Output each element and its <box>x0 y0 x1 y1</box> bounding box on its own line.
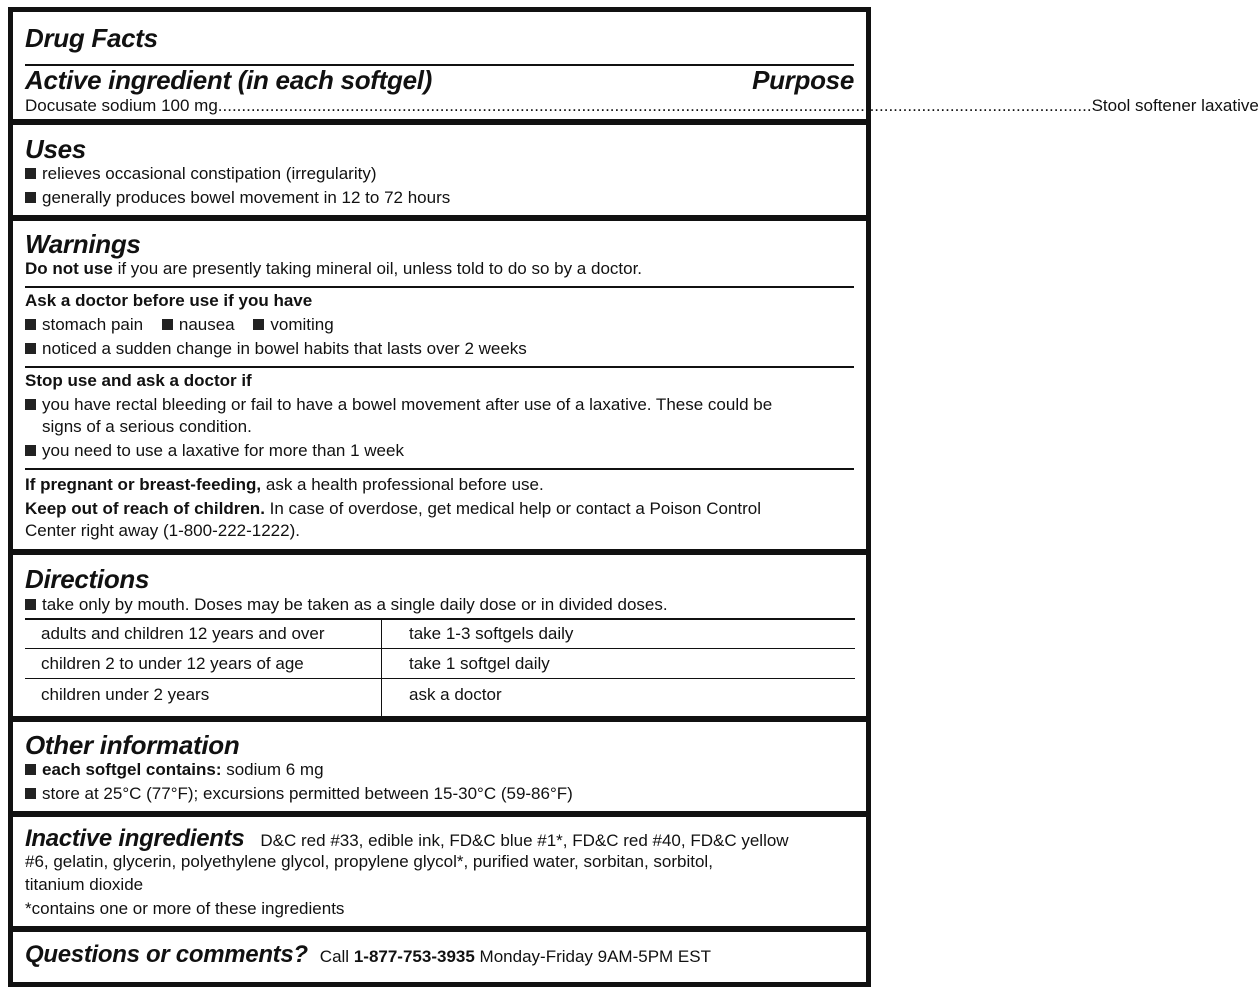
stop-item-text: you need to use a laxative for more than 1 week <box>42 441 404 460</box>
bullet-icon <box>25 788 36 799</box>
bullet-icon <box>253 319 264 330</box>
hours-text: Monday-Friday 9AM-5PM EST <box>479 947 711 966</box>
stop-use-heading: Stop use and ask a doctor if <box>25 371 252 390</box>
ask-doctor-items <box>25 314 854 336</box>
table-line <box>25 648 855 649</box>
keep-out-reach-cont: Center right away (1-800-222-1222). <box>25 521 300 540</box>
do-not-use-label: Do not use <box>25 259 113 278</box>
bullet-icon <box>25 319 36 330</box>
call-label: Call <box>319 947 350 966</box>
table-cell-dose: ask a doctor <box>409 685 502 704</box>
section-divider <box>13 119 866 125</box>
pregnant-label: If pregnant or breast-feeding, <box>25 475 262 494</box>
ask-item: stomach pain <box>42 315 144 334</box>
bullet-icon <box>25 445 36 456</box>
bullet-icon <box>25 764 36 775</box>
warnings-heading: Warnings <box>25 229 141 259</box>
do-not-use-text: if you are presently taking mineral oil, unless told to do so by a doctor. <box>112 259 643 278</box>
bullet-icon <box>25 192 36 203</box>
questions-row <box>25 941 854 969</box>
other-info-heading: Other information <box>25 730 240 760</box>
directions-heading: Directions <box>25 564 150 594</box>
ask-item: noticed a sudden change in bowel habits that lasts over 2 weeks <box>42 339 527 358</box>
divider <box>25 286 854 288</box>
table-cell-dose: take 1-3 softgels daily <box>409 624 574 643</box>
inactive-heading: Inactive ingredients <box>25 825 245 852</box>
inactive-note: *contains one or more of these ingredients <box>25 899 345 918</box>
ask-doctor-heading: Ask a doctor before use if you have <box>25 291 313 310</box>
stop-use-item-cont: signs of a serious condition. <box>42 417 252 436</box>
keep-out-reach <box>25 498 854 520</box>
drug-facts-title: Drug Facts <box>25 23 158 53</box>
divider <box>25 468 854 470</box>
table-cell-who: children under 2 years <box>41 685 210 704</box>
uses-item-text: generally produces bowel movement in 12 to 72 hours <box>42 188 451 207</box>
bullet-icon <box>162 319 173 330</box>
directions-table <box>25 618 855 716</box>
keep-out-label: Keep out of reach of children. <box>25 499 265 518</box>
uses-item <box>25 187 854 209</box>
uses-item-text: relieves occasional constipation (irregularity) <box>42 164 377 183</box>
ingredient-name: Docusate sodium 100 mg. <box>25 96 223 115</box>
uses-heading: Uses <box>25 134 86 164</box>
bullet-icon <box>25 168 36 179</box>
section-divider <box>13 811 866 817</box>
bullet-icon <box>25 599 36 610</box>
active-ingredient-heading: Active ingredient (in each softgel) <box>25 65 433 95</box>
active-ingredient-row <box>25 95 1259 117</box>
section-divider <box>13 716 866 722</box>
stop-use-item <box>25 440 854 462</box>
questions-heading: Questions or comments? <box>25 941 308 968</box>
other-info-item <box>25 783 854 805</box>
inactive-text: D&C red #33, edible ink, FD&C blue #1*, FD&C red #40, FD&C yellow <box>260 831 789 850</box>
inactive-line2: #6, gelatin, glycerin, polyethylene glycol, propylene glycol*, purified water, sorbitan, sorbitol, <box>25 852 713 871</box>
stop-use-item <box>25 394 854 416</box>
other-info-item <box>25 759 854 781</box>
phone-number: 1-877-753-3935 <box>353 947 475 966</box>
section-divider <box>13 926 866 932</box>
table-cell-who: adults and children 12 years and over <box>41 624 325 643</box>
other-info-text: store at 25°C (77°F); excursions permitted between 15-30°C (59-86°F) <box>42 784 573 803</box>
inactive-line1 <box>25 825 854 853</box>
bullet-icon <box>25 343 36 354</box>
table-line <box>25 618 855 620</box>
section-divider <box>13 215 866 221</box>
uses-item <box>25 163 854 185</box>
stop-item-text: you have rectal bleeding or fail to have a bowel movement after use of a laxative. These could be <box>42 395 773 414</box>
divider <box>25 366 854 368</box>
inactive-line3: titanium dioxide <box>25 875 144 894</box>
purpose-heading: Purpose <box>752 65 854 95</box>
other-info-label: each softgel contains: <box>42 760 222 779</box>
other-info-text: sodium 6 mg <box>221 760 324 779</box>
table-cell-who: children 2 to under 12 years of age <box>41 654 304 673</box>
directions-intro-text: take only by mouth. Doses may be taken as a single daily dose or in divided doses. <box>42 595 668 614</box>
directions-intro <box>25 594 854 616</box>
pregnant-warning <box>25 474 854 496</box>
ingredient-purpose: Stool softener laxative <box>1091 96 1259 115</box>
pregnant-text: ask a health professional before use. <box>261 475 544 494</box>
ask-doctor-item <box>25 338 854 360</box>
ask-item: vomiting <box>270 315 334 334</box>
section-divider <box>13 549 866 555</box>
table-line <box>25 678 855 679</box>
table-col-line <box>381 618 382 716</box>
keep-out-text: In case of overdose, get medical help or contact a Poison Control <box>264 499 762 518</box>
do-not-use <box>25 258 854 280</box>
table-cell-dose: take 1 softgel daily <box>409 654 550 673</box>
leader-dots: ........................................................................................................................................................................................ <box>222 96 1092 115</box>
ask-item: nausea <box>178 315 235 334</box>
active-ingredient-header <box>25 66 854 96</box>
drug-facts-panel <box>8 7 1259 987</box>
bullet-icon <box>25 399 36 410</box>
